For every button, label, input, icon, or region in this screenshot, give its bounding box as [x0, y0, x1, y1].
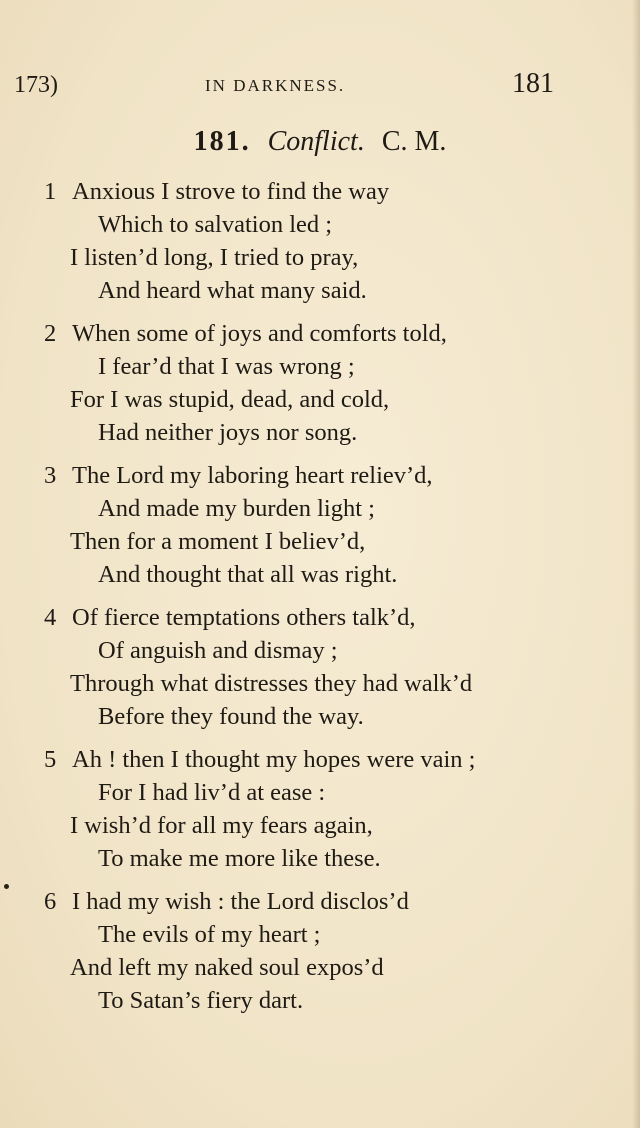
verse-line: For I was stupid, dead, and cold, [70, 386, 390, 413]
stanza-number: 1 [44, 178, 57, 205]
verse-line: I wish’d for all my fears again, [70, 812, 373, 839]
stanza-number: 2 [44, 320, 57, 347]
verse-line: Of fierce temptations others talk’d, [72, 604, 416, 631]
hymn-title [0, 126, 640, 158]
page-number: 181 [512, 68, 554, 99]
stanza-number: 5 [44, 746, 57, 773]
verse-line: And made my burden light ; [98, 495, 375, 522]
verse-line: Anxious I strove to find the way [72, 178, 390, 205]
header-section-title: IN DARKNESS. [205, 76, 346, 95]
hymn-meter: C. M. [381, 126, 447, 157]
verse-line: I listen’d long, I tried to pray, [70, 244, 359, 271]
verse-line: And left my naked soul expos’d [70, 954, 384, 981]
running-header [0, 66, 640, 106]
stanza-number: 6 [44, 888, 57, 915]
verse-line: To make me more like these. [98, 845, 381, 872]
verse-line: Through what distresses they had walk’d [70, 670, 473, 697]
verse-line: I fear’d that I was wrong ; [98, 353, 355, 380]
verse-line: And thought that all was right. [98, 561, 398, 588]
verse-line: When some of joys and comforts told, [72, 320, 447, 347]
verse-line: Before they found the way. [98, 703, 364, 730]
verse-line: For I had liv’d at ease : [98, 779, 326, 806]
ink-speck [4, 884, 9, 889]
verse-line: The evils of my heart ; [98, 921, 321, 948]
verse-line: To Satan’s fiery dart. [98, 987, 304, 1014]
verse-line: I had my wish : the Lord disclos’d [72, 888, 409, 915]
stanza-number: 4 [44, 604, 57, 631]
hymn-name: Conflict. [267, 126, 365, 157]
verse-line: Ah ! then I thought my hopes were vain ; [72, 746, 476, 773]
verse-line: Which to salvation led ; [98, 211, 333, 238]
verse-line: The Lord my laboring heart reliev’d, [72, 462, 433, 489]
verse-line: Of anguish and dismay ; [98, 637, 338, 664]
verse-line: Then for a moment I believ’d, [70, 528, 366, 555]
stanza-number: 3 [44, 462, 57, 489]
verse-line: Had neither joys nor song. [98, 419, 358, 446]
verse-line: And heard what many said. [98, 277, 367, 304]
page-edge-shadow [632, 0, 640, 1128]
hymn-number: 181. [193, 126, 251, 157]
header-previous-hymn-ref: 173) [14, 72, 58, 98]
